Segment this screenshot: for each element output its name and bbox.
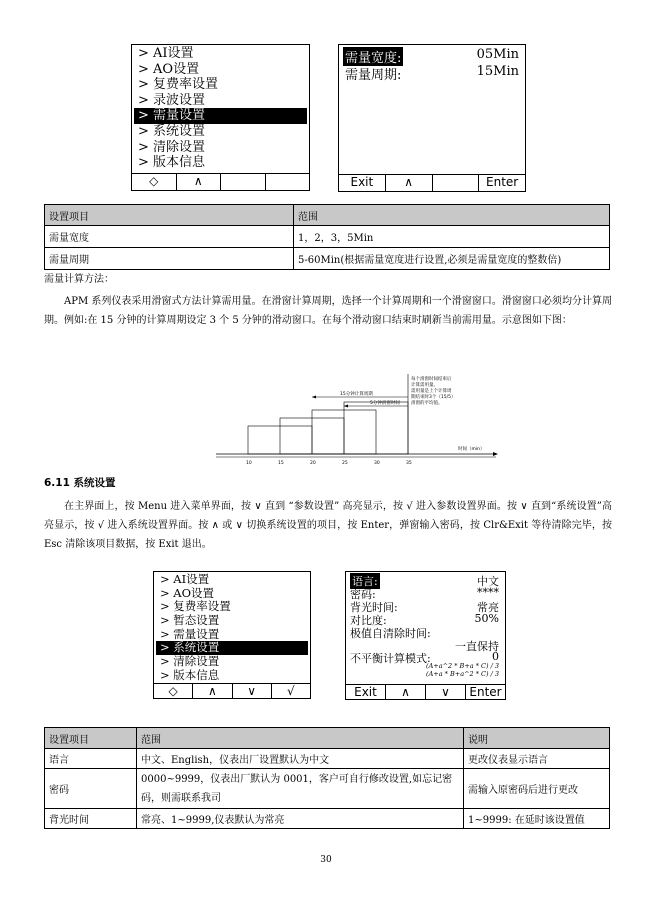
password-value: ****: [477, 586, 499, 599]
menu-list: [134, 46, 307, 171]
extreme-value: 一直保持: [455, 640, 499, 653]
table-cell: 语言: [45, 749, 137, 769]
softkey-1[interactable]: ◇: [154, 684, 193, 698]
note-line: 计算需用量。: [411, 383, 438, 388]
down-softkey[interactable]: ∨: [426, 685, 466, 699]
demand-settings-table: [44, 204, 610, 270]
softkey-2[interactable]: ∧: [177, 174, 222, 190]
blank-softkey[interactable]: [433, 175, 480, 191]
menu-item[interactable]: > 需量设置: [134, 108, 307, 124]
menu-item[interactable]: > 复费率设置: [160, 599, 231, 614]
note-line: 滑窗的平均值。: [411, 401, 443, 406]
softkey-bar: [339, 174, 525, 191]
period-label: 15分钟计算周期: [340, 392, 373, 397]
menu-item[interactable]: > 系统设置: [156, 641, 308, 655]
menu-item[interactable]: > 录波设置: [138, 92, 206, 108]
table-cell: 密码: [45, 769, 137, 809]
table-cell: 需量周期: [45, 248, 294, 270]
demand-period-row[interactable]: [343, 64, 519, 83]
sliding-window-diagram: [212, 370, 502, 470]
axis-label: 时间（min）: [458, 447, 485, 452]
arrow-head-icon: [312, 396, 316, 399]
menu-item[interactable]: > AO设置: [160, 585, 215, 600]
formula-1: (A+a^2 * B+a * C) / 3: [426, 662, 499, 670]
menu-item[interactable]: > 版本信息: [160, 667, 220, 682]
menu-list: [156, 573, 308, 683]
menu-item[interactable]: > 暂态设置: [160, 613, 220, 628]
table-header: 范围: [294, 205, 610, 226]
formula-row: [350, 670, 499, 678]
tick-label: 35: [406, 461, 412, 466]
menu-item[interactable]: > 系统设置: [138, 123, 206, 139]
password-label: 密码:: [350, 588, 376, 601]
menu-item[interactable]: > 复费率设置: [138, 77, 219, 93]
table-cell: 需量宽度: [45, 226, 294, 248]
softkey-1[interactable]: ◇: [132, 174, 177, 190]
confirm-softkey[interactable]: √: [287, 684, 295, 698]
unbalance-label: 不平衡计算模式:: [350, 652, 431, 665]
up-softkey[interactable]: ∧: [386, 175, 433, 191]
unbalance-value: 0: [492, 650, 499, 663]
softkey-3[interactable]: [221, 174, 266, 190]
contrast-value: 50%: [474, 612, 499, 625]
demand-width-value: 05Min: [476, 47, 519, 62]
axis-arrow-icon: [493, 452, 498, 456]
demand-calc-title: 需量计算方法：: [44, 274, 114, 285]
note-line: 每个滑窗时间结束后: [411, 377, 452, 382]
menu-item[interactable]: > AO设置: [138, 61, 200, 77]
section-paragraph: 在主界面上，按 Menu 进入菜单界面，按 ∨ 直到 “参数设置” 高亮显示，按 √ 进入参数设置界面。按 ∨ 直到“系统设置”高亮显示，按 √ 进入系统设置界面。按 ∧ 或 ∨ 切换系统设置的项目，按 Enter，弹窗输入密码，按 Clr&Exit 等待清除完毕，按 Esc 清除该项目数据，按 Exit 退出。: [44, 501, 612, 550]
note-line: 期结束时3个（15/5）: [411, 395, 456, 400]
softkey-bar: [154, 683, 310, 698]
formula-row: [350, 662, 499, 670]
tick-label: 30: [374, 461, 380, 466]
softkey-4[interactable]: [266, 174, 310, 190]
demand-setting-screen: [338, 44, 526, 192]
demand-period-label: 需量周期:: [345, 68, 402, 83]
table-cell: 1，2，3，5Min: [294, 226, 610, 248]
tick-label: 25: [342, 461, 348, 466]
table-header: 范围: [137, 728, 464, 749]
table-cell: 常亮、1~9999,仪表默认为常亮: [137, 809, 464, 829]
table-header: 说明: [464, 728, 610, 749]
extreme-label: 极值自清除时间:: [350, 627, 431, 640]
tick-label: 10: [246, 461, 252, 466]
table-cell: 背光时间: [45, 809, 137, 829]
up-softkey[interactable]: ∧: [386, 685, 426, 699]
note-line: 需用量是上个计算周: [411, 389, 452, 394]
tick-label: 15: [278, 461, 284, 466]
table-header: 设置项目: [45, 205, 294, 226]
menu-item[interactable]: > 版本信息: [138, 155, 206, 171]
section-heading: 6.11 系统设置: [44, 477, 116, 489]
demand-period-value: 15Min: [476, 64, 519, 79]
language-label: 语言:: [352, 575, 378, 588]
table-cell: 更改仪表显示语言: [464, 749, 610, 769]
enter-softkey[interactable]: Enter: [486, 175, 519, 189]
demand-width-label: 需量宽度:: [343, 47, 403, 66]
table-cell: 需输入原密码后进行更改: [464, 769, 610, 809]
language-value: 中文: [477, 575, 499, 588]
arrow-head-icon: [344, 405, 348, 408]
tick-label: 20: [310, 461, 316, 466]
menu-item[interactable]: > 清除设置: [160, 654, 220, 669]
table-cell: 5-60Min(根据需量宽度进行设置,必须是需量宽度的整数倍): [294, 248, 610, 270]
table-cell: 中文、English，仪表出厂设置默认为中文: [137, 749, 464, 769]
menu-item[interactable]: > 清除设置: [138, 139, 206, 155]
system-settings-screen: [345, 571, 506, 700]
enter-softkey[interactable]: Enter: [469, 685, 502, 699]
system-settings-table: [44, 727, 610, 829]
menu-screen: [131, 44, 310, 191]
contrast-label: 对比度:: [350, 614, 387, 627]
softkey-bar: [346, 684, 505, 699]
backlight-label: 背光时间:: [350, 601, 398, 614]
window-label: 5分钟滑窗时间: [370, 401, 400, 406]
formula-2: (A+a * B+a^2 * C) / 3: [426, 670, 499, 678]
table-cell: 0000~9999，仪表出厂默认为 0001，客户可自行修改设置,如忘记密码，则需联系我司: [137, 769, 464, 809]
table-cell: 1~9999: 在延时该设置值: [464, 809, 610, 829]
menu-item[interactable]: > 需量设置: [160, 626, 220, 641]
menu-item[interactable]: > AI设置: [138, 46, 194, 61]
demand-calc-paragraph: APM 系列仪表采用滑窗式方法计算需用量。在滑窗计算周期，选择一个计算周期和一个滑窗窗口。滑窗窗口必须均分计算周期。例如:在 15 分钟的计算周期设定 3 个 5 分钟的滑动窗口。在每个滑动窗口结束时刷新当前需用量。示意图如下图：: [44, 296, 612, 326]
softkey-bar: [132, 173, 309, 190]
exit-softkey[interactable]: Exit: [339, 175, 386, 191]
menu-item[interactable]: > AI设置: [160, 572, 210, 586]
down-softkey[interactable]: ∨: [233, 684, 272, 698]
up-softkey[interactable]: ∧: [193, 684, 232, 698]
system-menu-screen: [153, 571, 311, 699]
backlight-value: 常亮: [477, 601, 499, 614]
page-number: 30: [320, 855, 332, 865]
table-header: 设置项目: [45, 728, 137, 749]
exit-softkey[interactable]: Exit: [346, 685, 386, 699]
